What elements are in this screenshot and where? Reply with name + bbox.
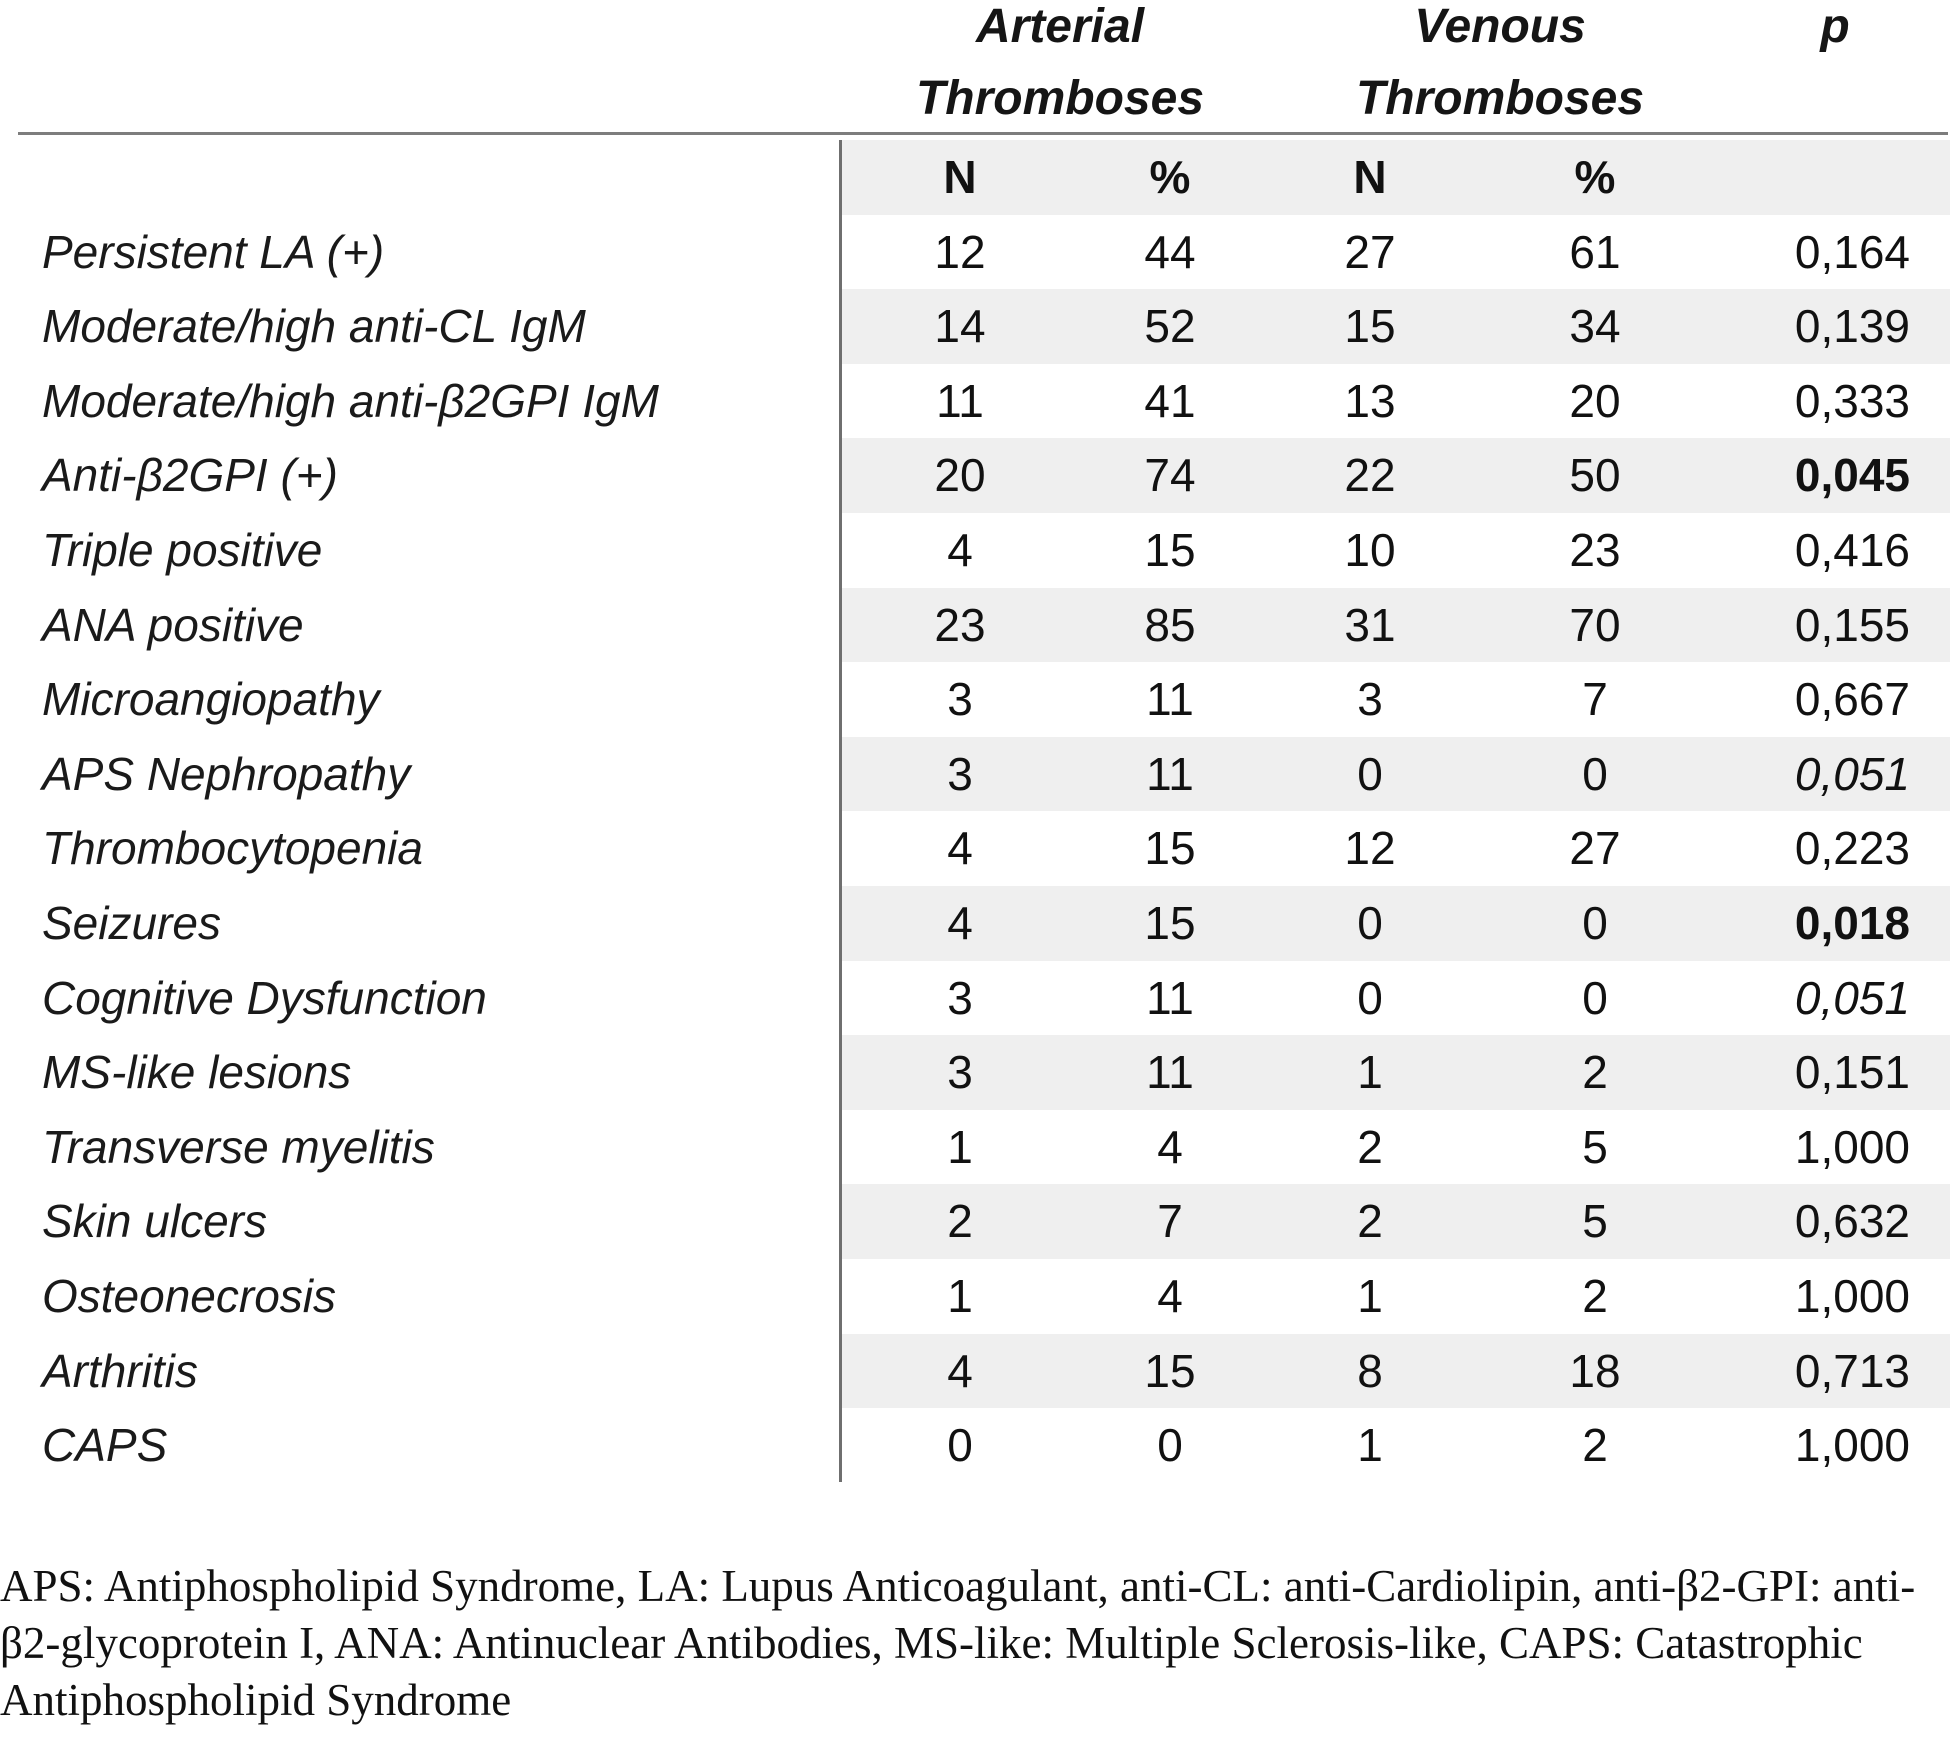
arterial-header-line2: Thromboses [915, 72, 1205, 125]
arterial-pct-cell: 85 [1144, 598, 1196, 651]
venous-n-cell: 0 [1357, 897, 1383, 949]
p-value-cell: 0,139 [1794, 300, 1910, 353]
row-label: Anti-β2GPI (+) [42, 449, 338, 502]
arterial-pct-cell: 74 [1144, 449, 1196, 502]
venous-n-cell: 0 [1357, 747, 1383, 800]
venous-pct-cell: 50 [1569, 449, 1621, 502]
row-label: Triple positive [42, 524, 323, 576]
row-label: Thrombocytopenia [42, 822, 423, 875]
table-row [0, 1035, 1950, 1110]
arterial-n-cell: 23 [934, 598, 986, 651]
table-header [0, 0, 1950, 140]
p-value-cell: 1,000 [1794, 1419, 1910, 1472]
arterial-pct-cell: 15 [1144, 897, 1196, 949]
venous-n-cell: 1 [1357, 1046, 1383, 1099]
arterial-pct-cell: 0 [1157, 1419, 1183, 1472]
table-row [0, 811, 1950, 886]
arterial-n-cell: 12 [934, 225, 986, 278]
venous-n-cell: 2 [1357, 1120, 1383, 1173]
table-row [0, 961, 1950, 1036]
arterial-n-cell: 20 [934, 449, 986, 502]
row-label: MS-like lesions [42, 1046, 352, 1099]
arterial-n-cell: 3 [947, 971, 973, 1024]
arterial-n-cell: 4 [947, 822, 973, 875]
venous-header-line2: Thromboses [1355, 72, 1645, 125]
row-label: Cognitive Dysfunction [42, 971, 487, 1024]
arterial-pct-header: % [1149, 151, 1191, 203]
venous-n-cell: 1 [1357, 1270, 1383, 1322]
arterial-n-cell: 1 [947, 1270, 973, 1322]
venous-pct-cell: 2 [1582, 1270, 1608, 1322]
p-value-cell: 0,155 [1794, 598, 1910, 651]
table-row [0, 1334, 1950, 1409]
arterial-n-cell: 2 [947, 1195, 973, 1248]
table-row [0, 1110, 1950, 1185]
venous-header-line1: Venous [1414, 0, 1586, 53]
table-row [0, 289, 1950, 364]
arterial-pct-cell: 41 [1144, 374, 1196, 427]
venous-n-cell: 22 [1344, 449, 1396, 502]
row-label: ANA positive [42, 598, 304, 651]
arterial-n-cell: 3 [947, 673, 973, 726]
venous-n-cell: 1 [1357, 1419, 1383, 1472]
column-divider [839, 140, 842, 1482]
venous-n-cell: 8 [1357, 1344, 1383, 1397]
venous-pct-cell: 70 [1569, 598, 1621, 651]
header-rule [18, 132, 1948, 135]
venous-n-cell: 27 [1344, 225, 1396, 278]
venous-pct-cell: 5 [1582, 1120, 1608, 1173]
table-row [0, 364, 1950, 439]
venous-n-cell: 13 [1344, 374, 1396, 427]
arterial-n-cell: 0 [947, 1419, 973, 1472]
row-label: Moderate/high anti-β2GPI IgM [42, 374, 659, 427]
p-value-cell: 1,000 [1794, 1270, 1910, 1322]
row-label: CAPS [42, 1419, 168, 1472]
p-value-cell: 0,164 [1794, 225, 1910, 278]
p-value-cell: 0,051 [1794, 747, 1910, 800]
arterial-n-cell: 3 [947, 1046, 973, 1099]
arterial-pct-cell: 15 [1144, 822, 1196, 875]
row-label: Persistent LA (+) [42, 225, 385, 278]
venous-pct-cell: 61 [1569, 225, 1621, 278]
venous-n-cell: 12 [1344, 822, 1396, 875]
arterial-pct-cell: 7 [1157, 1195, 1183, 1248]
p-value-cell: 0,416 [1794, 524, 1910, 576]
p-value-cell: 0,632 [1794, 1195, 1910, 1248]
arterial-n-cell: 14 [934, 300, 986, 353]
p-value-cell: 0,333 [1794, 374, 1910, 427]
subheader-row [0, 140, 1950, 215]
venous-pct-cell: 34 [1569, 300, 1621, 353]
venous-pct-cell: 23 [1569, 524, 1621, 576]
arterial-pct-cell: 15 [1144, 1344, 1196, 1397]
p-value-cell: 0,018 [1794, 897, 1910, 949]
row-label: Osteonecrosis [42, 1270, 337, 1322]
row-label: Skin ulcers [42, 1195, 267, 1248]
p-value-cell: 0,051 [1794, 971, 1910, 1024]
venous-n-header: N [1353, 151, 1387, 203]
venous-pct-cell: 7 [1582, 673, 1608, 726]
arterial-n-cell: 4 [947, 897, 973, 949]
footnote: APS: Antiphospholipid Syndrome, LA: Lupus Anticoagulant, anti-CL: anti-Cardiolipin, anti-β2-GPI: anti-β2-glycoprotein I, ANA: Antinuclear Antibodies, MS-like: Multiple Sclerosis-like, CAPS: Catastrophic Antiphospholipid Syndrome [0, 1561, 1916, 1725]
p-value-cell: 0,713 [1794, 1344, 1910, 1397]
p-value-cell: 1,000 [1794, 1120, 1910, 1173]
p-value-header: p [1820, 0, 1850, 53]
venous-pct-cell: 20 [1569, 374, 1621, 427]
venous-n-cell: 15 [1344, 300, 1396, 353]
arterial-pct-cell: 11 [1146, 747, 1194, 800]
arterial-n-cell: 4 [947, 1344, 973, 1397]
venous-pct-header: % [1574, 151, 1616, 203]
venous-pct-cell: 0 [1582, 897, 1608, 949]
arterial-pct-cell: 4 [1157, 1270, 1183, 1322]
arterial-n-header: N [943, 151, 977, 203]
arterial-n-cell: 3 [947, 747, 973, 800]
p-value-cell: 0,045 [1794, 449, 1910, 502]
venous-n-cell: 2 [1357, 1195, 1383, 1248]
arterial-n-cell: 11 [936, 374, 984, 427]
table-row [0, 215, 1950, 290]
venous-n-cell: 3 [1357, 673, 1383, 726]
venous-pct-cell: 2 [1582, 1046, 1608, 1099]
table-row [0, 438, 1950, 513]
table-row [0, 1408, 1950, 1483]
venous-pct-cell: 27 [1569, 822, 1621, 875]
arterial-pct-cell: 44 [1144, 225, 1196, 278]
row-label: APS Nephropathy [42, 747, 411, 800]
venous-pct-cell: 2 [1582, 1419, 1608, 1472]
venous-pct-cell: 5 [1582, 1195, 1608, 1248]
venous-n-cell: 31 [1344, 598, 1396, 651]
arterial-pct-cell: 11 [1146, 971, 1194, 1024]
arterial-pct-cell: 52 [1144, 300, 1196, 353]
table-row [0, 886, 1950, 961]
table-row [0, 588, 1950, 663]
table-row [0, 737, 1950, 812]
arterial-n-cell: 1 [947, 1120, 973, 1173]
row-label: Microangiopathy [42, 673, 380, 726]
table-row [0, 513, 1950, 588]
arterial-n-cell: 4 [947, 524, 973, 576]
p-value-cell: 0,223 [1794, 822, 1910, 875]
row-label: Transverse myelitis [42, 1120, 435, 1173]
table-row [0, 662, 1950, 737]
row-label: Seizures [42, 897, 221, 949]
venous-pct-cell: 0 [1582, 971, 1608, 1024]
row-label: Moderate/high anti-CL IgM [42, 300, 586, 353]
arterial-pct-cell: 11 [1146, 1046, 1194, 1099]
arterial-pct-cell: 15 [1144, 524, 1196, 576]
venous-n-cell: 10 [1344, 524, 1396, 576]
row-label: Arthritis [42, 1344, 198, 1397]
table-row [0, 1184, 1950, 1259]
venous-pct-cell: 0 [1582, 747, 1608, 800]
venous-pct-cell: 18 [1569, 1344, 1621, 1397]
arterial-pct-cell: 11 [1146, 673, 1194, 726]
p-value-cell: 0,667 [1794, 673, 1910, 726]
p-value-cell: 0,151 [1794, 1046, 1910, 1099]
table-row [0, 1259, 1950, 1334]
arterial-pct-cell: 4 [1157, 1120, 1183, 1173]
arterial-header-line1: Arterial [975, 0, 1145, 53]
venous-n-cell: 0 [1357, 971, 1383, 1024]
